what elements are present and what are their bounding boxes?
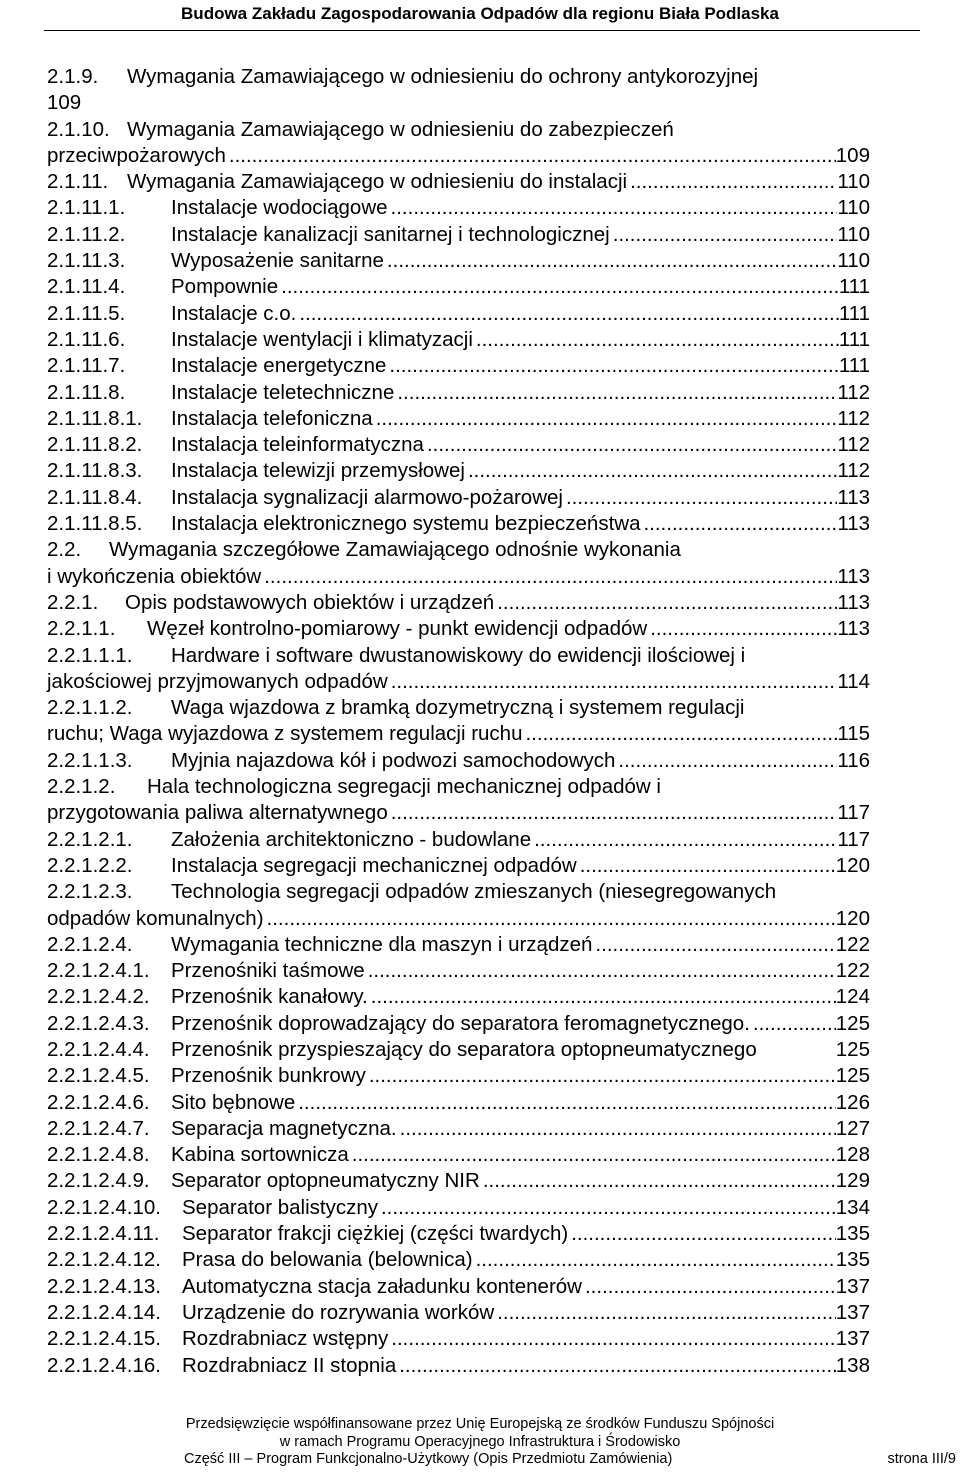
toc-entry xyxy=(47,958,870,984)
toc-entry xyxy=(47,1326,870,1352)
toc-entry-number: 2.2.1.2.4.7. xyxy=(47,1116,150,1140)
toc-page-number: 128 xyxy=(835,1143,870,1167)
toc-dot-leader xyxy=(387,248,837,274)
toc-dot-leader xyxy=(476,1247,836,1273)
toc-entry-number: 2.2.1. xyxy=(47,590,99,614)
toc-entry-title: Urządzenie do rozrywania worków xyxy=(182,1300,495,1324)
toc-entry-number: 2.1.11.7. xyxy=(47,354,126,378)
toc-entry xyxy=(47,406,870,432)
toc-entry-title: Wymagania techniczne dla maszyn i urządzeń xyxy=(171,932,593,956)
toc-entry-number: 2.2.1.2.4.8. xyxy=(47,1143,150,1167)
toc-entry-title: Założenia architektoniczno - budowlane xyxy=(171,827,532,851)
toc-page-number: 135 xyxy=(835,1222,870,1246)
toc-dot-leader xyxy=(298,1090,836,1116)
toc-page-number: 134 xyxy=(835,1195,870,1219)
toc-page-number: 137 xyxy=(835,1274,870,1298)
toc-entry xyxy=(47,64,870,117)
toc-dot-leader xyxy=(580,853,836,879)
toc-page-number: 137 xyxy=(835,1300,870,1324)
toc-entry-number: 2.2.1.2.2. xyxy=(47,853,133,877)
toc-entry-title: Separator balistyczny xyxy=(182,1195,378,1219)
toc-entry-title: ruchu; Waga wyjazdowa z systemem regulacji ruchu xyxy=(47,722,523,746)
toc-dot-leader xyxy=(650,616,837,642)
toc-entry-number: 2.2.1.1.3. xyxy=(47,748,133,772)
toc-entry xyxy=(47,1037,870,1063)
toc-dot-leader xyxy=(400,1116,836,1142)
toc-entry-number: 2.2.1.2.1. xyxy=(47,827,133,851)
toc-entry-number: 2.1.11.5. xyxy=(47,301,126,325)
toc-entry xyxy=(47,1090,870,1116)
toc-entry-title: przygotowania paliwa alternatywnego xyxy=(47,801,388,825)
toc-dot-leader xyxy=(525,721,837,747)
toc-entry xyxy=(47,1221,870,1247)
toc-entry xyxy=(47,511,870,537)
toc-dot-leader xyxy=(630,169,837,195)
toc-entry-title-line: Wymagania szczegółowe Zamawiającego odnośnie wykonania xyxy=(109,538,681,562)
toc-entry-title-line: Wymagania Zamawiającego w odniesieniu do zabezpieczeń xyxy=(127,117,674,141)
footer-cofinancing: Przedsięwzięcie współfinansowane przez Unię Europejską ze środków Funduszu Spójności xyxy=(185,1416,775,1432)
toc-entry xyxy=(47,616,870,642)
toc-page-number: 111 xyxy=(838,327,870,351)
toc-dot-leader xyxy=(352,1142,836,1168)
toc-entry xyxy=(47,537,870,590)
toc-entry-title: odpadów komunalnych) xyxy=(47,906,264,930)
toc-entry-title: Opis podstawowych obiektów i urządzeń xyxy=(125,590,495,614)
toc-entry-number: 2.1.11.6. xyxy=(47,327,126,351)
toc-entry-number: 2.2.1.2.4.11. xyxy=(47,1222,160,1246)
toc-entry xyxy=(47,853,870,879)
toc-entry xyxy=(47,195,870,221)
toc-dot-leader xyxy=(483,1168,836,1194)
toc-entry xyxy=(47,1142,870,1168)
toc-dot-leader xyxy=(534,827,837,853)
toc-entry-title: Wyposażenie sanitarne xyxy=(171,249,384,273)
toc-entry-title: Instalacje energetyczne xyxy=(171,354,387,378)
toc-entry-title: Instalacja sygnalizacji alarmowo-pożarowej xyxy=(171,485,563,509)
toc-page-number: 113 xyxy=(837,512,870,536)
toc-entry-title: Instalacja segregacji mechanicznej odpadów xyxy=(171,853,577,877)
toc-page-number: 110 xyxy=(837,196,870,220)
toc-page-number: 116 xyxy=(837,748,870,772)
toc-entry-number: 2.1.11.3. xyxy=(47,249,126,273)
toc-entry-title: Myjnia najazdowa kół i podwozi samochodowych xyxy=(171,748,616,772)
toc-page-number: 138 xyxy=(835,1353,870,1377)
toc-entry xyxy=(47,827,870,853)
toc-entry xyxy=(47,301,870,327)
toc-dot-leader xyxy=(229,143,836,169)
toc-page-number: 127 xyxy=(835,1116,870,1140)
toc-entry-number: 2.2. xyxy=(47,538,82,562)
toc-page-number: 125 xyxy=(835,1011,870,1035)
toc-dot-leader xyxy=(618,748,837,774)
toc-entry-title: Instalacje c.o. xyxy=(171,301,297,325)
toc-entry xyxy=(47,432,870,458)
toc-entry-number: 2.2.1.2.4.6. xyxy=(47,1090,150,1114)
toc-entry xyxy=(47,1300,870,1326)
toc-entry-title: przeciwpożarowych xyxy=(47,143,226,167)
toc-entry-number: 2.1.11.1. xyxy=(47,196,126,220)
toc-entry-title: Przenośnik kanałowy. xyxy=(171,985,368,1009)
toc-entry-title: Przenośnik przyspieszający do separatora optopneumatycznego xyxy=(171,1037,757,1061)
running-header: Budowa Zakładu Zagospodarowania Odpadów dla regionu Biała Podlaska xyxy=(181,4,779,23)
toc-entry-number: 2.2.1.2.4.1. xyxy=(47,959,150,983)
toc-entry-title: Rozdrabniacz II stopnia xyxy=(182,1353,397,1377)
toc-entry-title: Instalacja teleinformatyczna xyxy=(171,433,424,457)
toc-entry-title: Instalacje teletechniczne xyxy=(171,380,395,404)
toc-dot-leader xyxy=(391,195,838,221)
toc-page-number: 115 xyxy=(837,722,870,746)
toc-dot-leader xyxy=(391,669,838,695)
toc-entry-title-line: Wymagania Zamawiającego w odniesieniu do ochrony antykorozyjnej xyxy=(127,65,759,88)
toc-entry-title: Węzeł kontrolno-pomiarowy - punkt ewidencji odpadów xyxy=(147,617,648,641)
footer-page-number: strona III/9 xyxy=(887,1451,956,1467)
toc-entry-number: 2.2.1.2.4.4. xyxy=(47,1037,150,1061)
toc-page-number: 109 xyxy=(835,143,870,167)
toc-dot-leader xyxy=(613,222,838,248)
toc-entry-title: 109 xyxy=(47,91,82,115)
toc-entry-number: 2.1.11.8. xyxy=(47,380,126,404)
toc-entry xyxy=(47,590,870,616)
header-rule xyxy=(44,30,920,31)
toc-entry xyxy=(47,117,870,170)
toc-entry xyxy=(47,1353,870,1379)
toc-page-number: 111 xyxy=(838,275,870,299)
toc-entry-number: 2.2.1.2.4.10. xyxy=(47,1195,161,1219)
toc-entry-title: Sito bębnowe xyxy=(171,1090,296,1114)
toc-page-number: 137 xyxy=(835,1327,870,1351)
toc-entry-title: Instalacja telewizji przemysłowej xyxy=(171,459,465,483)
toc-page-number: 113 xyxy=(837,564,870,588)
toc-page-number: 113 xyxy=(837,617,870,641)
toc-entry xyxy=(47,774,870,827)
toc-entry-title: Separator optopneumatyczny NIR xyxy=(171,1169,480,1193)
toc-dot-leader xyxy=(391,1326,836,1352)
toc-entry-title: Wymagania Zamawiającego w odniesieniu do instalacji xyxy=(127,170,628,194)
toc-entry-title: Prasa do belowania (belownica) xyxy=(182,1248,473,1272)
toc-entry-number: 2.2.1.2.4.16. xyxy=(47,1353,161,1377)
toc-dot-leader xyxy=(497,590,837,616)
toc-entry-title-line: Hardware i software dwustanowiskowy do ewidencji ilościowej i xyxy=(171,643,746,667)
toc-entry-title: Instalacja telefoniczna xyxy=(171,406,373,430)
toc-page-number: 125 xyxy=(835,1064,870,1088)
toc-entry-title: Instalacje wentylacji i klimatyzacji xyxy=(171,327,473,351)
toc-entry xyxy=(47,485,870,511)
toc-entry-title: Przenośnik bunkrowy xyxy=(171,1064,366,1088)
toc-dot-leader xyxy=(381,1195,836,1221)
toc-page-number: 110 xyxy=(837,222,870,246)
toc-entry-title: Przenośniki taśmowe xyxy=(171,959,365,983)
toc-dot-leader xyxy=(427,432,837,458)
toc-page-number: 112 xyxy=(837,433,870,457)
toc-page-number: 126 xyxy=(835,1090,870,1114)
toc-entry-title: Separacja magnetyczna. xyxy=(171,1116,397,1140)
toc-entry-title: Instalacje kanalizacji sanitarnej i technologicznej xyxy=(171,222,610,246)
toc-entry-number: 2.2.1.2.3. xyxy=(47,880,133,904)
toc-page-number: 112 xyxy=(837,380,870,404)
toc-entry xyxy=(47,1011,870,1037)
toc-page-number: 122 xyxy=(835,932,870,956)
toc-entry xyxy=(47,327,870,353)
toc-entry xyxy=(47,248,870,274)
toc-entry xyxy=(47,932,870,958)
toc-entry-number: 2.2.1.2.4.13. xyxy=(47,1274,161,1298)
toc-dot-leader xyxy=(566,485,837,511)
toc-page-number: 112 xyxy=(837,459,870,483)
toc-dot-leader xyxy=(371,984,836,1010)
toc-entry-title-line: Technologia segregacji odpadów zmieszanych (niesegregowanych xyxy=(171,880,777,904)
toc-entry-title: Pompownie xyxy=(171,275,279,299)
toc-entry xyxy=(47,222,870,248)
toc-entry xyxy=(47,879,870,932)
toc-entry-number: 2.2.1.2. xyxy=(47,775,116,799)
toc-page-number: 129 xyxy=(835,1169,870,1193)
toc-entry-number: 2.2.1.1.1. xyxy=(47,643,133,667)
footer-document-part: Część III – Program Funkcjonalno-Użytkowy (Opis Przedmiotu Zamówienia) xyxy=(184,1451,673,1467)
toc-entry xyxy=(47,274,870,300)
toc-page-number: 110 xyxy=(837,170,870,194)
toc-dot-leader xyxy=(368,958,836,984)
toc-page-number: 117 xyxy=(837,827,870,851)
footer-programme: w ramach Programu Operacyjnego Infrastruktura i Środowisko xyxy=(279,1434,681,1450)
toc-page-number: 113 xyxy=(837,590,870,614)
toc-dot-leader xyxy=(595,932,835,958)
toc-entry xyxy=(47,1116,870,1142)
toc-entry-title: i wykończenia obiektów xyxy=(47,564,262,588)
toc-dot-leader xyxy=(753,1011,836,1037)
toc-entry-number: 2.2.1.2.4.9. xyxy=(47,1169,150,1193)
toc-entry-title: Separator frakcji ciężkiej (części twardych) xyxy=(182,1222,569,1246)
toc-entry-number: 2.2.1.2.4.5. xyxy=(47,1064,150,1088)
toc-page-number: 111 xyxy=(838,301,870,325)
toc-entry xyxy=(47,353,870,379)
toc-page-number: 120 xyxy=(835,906,870,930)
toc-dot-leader xyxy=(399,1353,836,1379)
toc-entry xyxy=(47,1168,870,1194)
toc-entry-number: 2.2.1.1.2. xyxy=(47,696,133,720)
toc-entry-title-line: Waga wjazdowa z bramką dozymetryczną i systemem regulacji xyxy=(171,696,745,720)
toc-entry-title: Instalacje wodociągowe xyxy=(171,196,388,220)
toc-dot-leader xyxy=(643,511,837,537)
toc-entry-title: jakościowej przyjmowanych odpadów xyxy=(47,669,388,693)
toc-entry xyxy=(47,748,870,774)
toc-entry-number: 2.1.11. xyxy=(47,170,109,194)
toc-entry-number: 2.1.11.4. xyxy=(47,275,126,299)
toc-entry xyxy=(47,1274,870,1300)
toc-dot-leader xyxy=(468,458,837,484)
toc-dot-leader xyxy=(389,353,838,379)
toc-dot-leader xyxy=(397,380,837,406)
toc-entry-number: 2.2.1.2.4. xyxy=(47,932,133,956)
toc-page-number: 114 xyxy=(837,669,870,693)
toc-entry-number: 2.1.11.8.4. xyxy=(47,485,143,509)
table-of-contents xyxy=(47,64,870,1379)
toc-dot-leader xyxy=(476,327,839,353)
toc-page-number: 110 xyxy=(837,249,870,273)
toc-entry-title: Automatyczna stacja załadunku kontenerów xyxy=(182,1274,582,1298)
toc-dot-leader xyxy=(571,1221,836,1247)
toc-page-number: 117 xyxy=(837,801,870,825)
toc-page-number: 120 xyxy=(835,853,870,877)
toc-entry xyxy=(47,1195,870,1221)
toc-dot-leader xyxy=(267,906,836,932)
toc-entry-number: 2.1.10. xyxy=(47,117,110,141)
toc-entry xyxy=(47,1247,870,1273)
toc-entry xyxy=(47,984,870,1010)
toc-entry-number: 2.2.1.2.4.3. xyxy=(47,1011,150,1035)
toc-entry xyxy=(47,695,870,748)
toc-page-number: 125 xyxy=(835,1037,870,1061)
toc-entry xyxy=(47,1063,870,1089)
toc-dot-leader xyxy=(281,274,839,300)
toc-page-number: 113 xyxy=(837,485,870,509)
toc-entry-title: Instalacja elektronicznego systemu bezpieczeństwa xyxy=(171,512,641,536)
toc-dot-leader xyxy=(369,1063,836,1089)
toc-entry-title-line: Hala technologiczna segregacji mechanicznej odpadów i xyxy=(147,775,661,799)
toc-entry-number: 2.2.1.2.4.14. xyxy=(47,1300,161,1324)
toc-dot-leader xyxy=(585,1274,836,1300)
toc-dot-leader xyxy=(299,301,838,327)
toc-entry-number: 2.1.11.8.2. xyxy=(47,433,143,457)
toc-entry xyxy=(47,458,870,484)
toc-page-number: 122 xyxy=(835,959,870,983)
toc-entry xyxy=(47,380,870,406)
toc-entry-number: 2.1.11.8.3. xyxy=(47,459,143,483)
toc-dot-leader xyxy=(264,564,837,590)
toc-entry-title: Kabina sortownicza xyxy=(171,1143,349,1167)
toc-entry-number: 2.2.1.2.4.2. xyxy=(47,985,150,1009)
toc-entry-number: 2.2.1.1. xyxy=(47,617,116,641)
toc-entry-title: Rozdrabniacz wstępny xyxy=(182,1327,389,1351)
toc-entry-title: Przenośnik doprowadzający do separatora feromagnetycznego. xyxy=(171,1011,750,1035)
toc-dot-leader xyxy=(391,800,838,826)
toc-entry-number: 2.1.11.2. xyxy=(47,222,126,246)
toc-entry-number: 2.2.1.2.4.15. xyxy=(47,1327,161,1351)
toc-page-number: 112 xyxy=(837,406,870,430)
toc-entry-number: 2.1.11.8.5. xyxy=(47,512,143,536)
toc-entry xyxy=(47,643,870,696)
toc-page-number: 124 xyxy=(835,985,870,1009)
toc-dot-leader xyxy=(497,1300,836,1326)
toc-entry-number: 2.2.1.2.4.12. xyxy=(47,1248,161,1272)
toc-page-number: 111 xyxy=(838,354,870,378)
toc-dot-leader xyxy=(376,406,838,432)
toc-entry-number: 2.1.11.8.1. xyxy=(47,406,143,430)
toc-entry xyxy=(47,169,870,195)
toc-page-number: 135 xyxy=(835,1248,870,1272)
toc-entry-number: 2.1.9. xyxy=(47,65,99,88)
